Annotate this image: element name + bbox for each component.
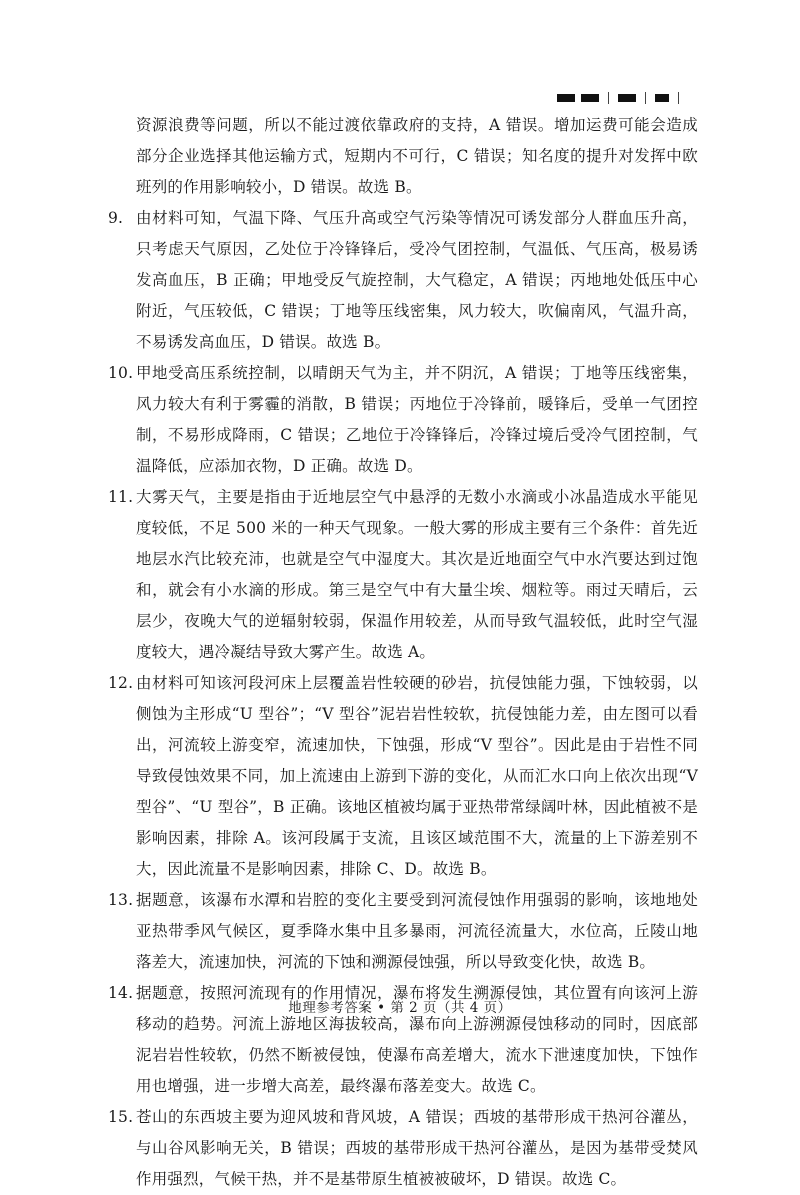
answer-number: 9. bbox=[108, 209, 124, 227]
header-separator bbox=[678, 92, 679, 104]
header-mark bbox=[655, 94, 669, 102]
answer-item bbox=[108, 1102, 698, 1195]
continuation-paragraph: 资源浪费等问题，所以不能过渡依靠政府的支持，A 错误。增加运费可能会造成部分企业选择其他运输方式，短期内不可行，C 错误；知名度的提升对发挥中欧班列的作用影响较小，D 错误。故选 B。 bbox=[136, 116, 698, 196]
answer-text: 苍山的东西坡主要为迎风坡和背风坡，A 错误；西坡的基带形成干热河谷灌丛，与山谷风影响无关，B 错误；西坡的基带形成干热河谷灌丛，是因为基带受焚风作用强烈，气候干热，并不是基带原生植被被破坏，D 错误。故选 C。 bbox=[136, 1108, 698, 1188]
answer-content bbox=[108, 110, 698, 1195]
header-mark bbox=[618, 94, 636, 102]
answer-text: 甲地受高压系统控制，以晴朗天气为主，并不阴沉，A 错误；丁地等压线密集，风力较大有利于雾霾的消散，B 错误；丙地位于冷锋前，暖锋后，受单一气团控制，不易形成降雨，C 错误；乙地位于冷锋锋后，冷锋过境后受冷气团控制，气温降低，应添加衣物，D 正确。故选 D。 bbox=[136, 364, 698, 475]
answer-item bbox=[108, 482, 698, 668]
answer-item bbox=[108, 668, 698, 885]
header-mark bbox=[581, 94, 599, 102]
answer-text: 据题意，按照河流现有的作用情况，瀑布将发生溯源侵蚀，其位置有向该河上游移动的趋势。河流上游地区海拔较高，瀑布向上游溯源侵蚀移动的同时，因底部泥岩岩性较软，仍然不断被侵蚀，使瀑布高差增大，流水下泄速度加快，下蚀作用也增强，进一步增大高差，最终瀑布落差变大。故选 C。 bbox=[136, 984, 698, 1095]
answer-number: 13. bbox=[108, 891, 134, 909]
header-decoration bbox=[557, 92, 682, 104]
answer-item bbox=[108, 885, 698, 978]
answer-number: 14. bbox=[108, 984, 134, 1002]
answer-text: 据题意，该瀑布水潭和岩腔的变化主要受到河流侵蚀作用强弱的影响，该地地处亚热带季风气候区，夏季降水集中且多暴雨，河流径流量大，水位高，丘陵山地落差大，流速加快，河流的下蚀和溯源侵蚀强，所以导致变化快，故选 B。 bbox=[136, 891, 698, 971]
header-separator bbox=[645, 92, 646, 104]
answer-number: 12. bbox=[108, 674, 134, 692]
answer-text: 由材料可知该河段河床上层覆盖岩性较硬的砂岩，抗侵蚀能力强，下蚀较弱，以侧蚀为主形成“U 型谷”；“V 型谷”泥岩岩性较软，抗侵蚀能力差，由左图可以看出，河流较上游变窄，流速加快，下蚀强，形成“V 型谷”。因此是由于岩性不同导致侵蚀效果不同，加上流速由上游到下游的变化，从而汇水口向上依次出现“V 型谷”、“U 型谷”，B 正确。该地区植被均属于亚热带常绿阔叶林，因此植被不是影响因素，排除 A。该河段属于支流，且该区域范围不大，流量的上下游差别不大，因此流量不是影响因素，排除 C、D。故选 B。 bbox=[136, 674, 698, 878]
answer-item bbox=[108, 203, 698, 358]
answer-number: 11. bbox=[108, 488, 134, 506]
page-footer: 地理参考答案 • 第 2 页（共 4 页） bbox=[288, 1000, 512, 1016]
header-mark bbox=[557, 94, 575, 102]
header-separator bbox=[608, 92, 609, 104]
answer-number: 10. bbox=[108, 364, 134, 382]
answer-item bbox=[108, 358, 698, 482]
answer-text: 由材料可知，气温下降、气压升高或空气污染等情况可诱发部分人群血压升高，只考虑天气原因，乙处位于冷锋锋后，受冷气团控制，气温低、气压高，极易诱发高血压，B 正确；甲地受反气旋控制，大气稳定，A 错误；丙地地处低压中心附近，气压较低，C 错误；丁地等压线密集，风力较大，吹偏南风，气温升高，不易诱发高血压，D 错误。故选 B。 bbox=[136, 209, 698, 351]
answer-text: 大雾天气，主要是指由于近地层空气中悬浮的无数小水滴或小冰晶造成水平能见度较低，不足 500 米的一种天气现象。一般大雾的形成主要有三个条件：首先近地层水汽比较充沛，也就是空气中湿度大。其次是近地面空气中水汽要达到过饱和，就会有小水滴的形成。第三是空气中有大量尘埃、烟粒等。雨过天晴后，云层少，夜晚大气的逆辐射较弱，保温作用较差，从而导致气温较低，此时空气湿度较大，遇冷凝结导致大雾产生。故选 A。 bbox=[136, 488, 698, 661]
answer-number: 15. bbox=[108, 1108, 134, 1126]
